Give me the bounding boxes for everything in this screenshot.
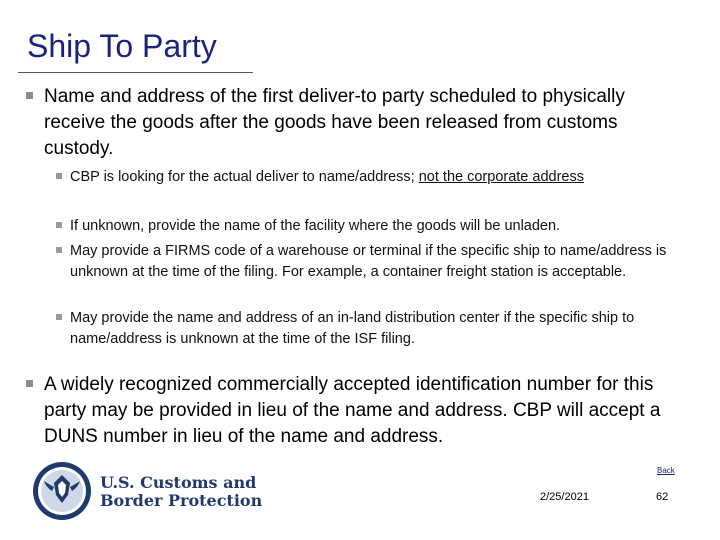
bullet-text: A widely recognized commercially accepted identification number for this party may be provided in lieu of the name and address. CBP will accept a DUNS number in lieu of the name and address. [44, 374, 661, 447]
slide-title: Ship To Party [27, 28, 217, 64]
underlined-phrase: not the corporate address [418, 169, 584, 185]
agency-wordmark [100, 474, 262, 510]
back-link[interactable]: Back [657, 466, 675, 475]
bullet-item [26, 84, 666, 162]
sub-bullet-marker [56, 222, 62, 228]
sub-bullet-prefix: CBP is looking for the actual deliver to name/address; [70, 169, 419, 185]
slide-date: 2/25/2021 [540, 491, 589, 503]
agency-name-line2: Border Protection [100, 491, 263, 510]
sub-bullet-marker [56, 247, 62, 253]
page-number: 62 [656, 491, 669, 503]
sub-bullet-marker [56, 314, 62, 320]
bullet-marker [26, 92, 33, 99]
sub-bullet-item [56, 308, 676, 349]
sub-bullet-item [56, 241, 676, 282]
bullet-item [26, 372, 666, 450]
agency-name-line1: U.S. Customs and [100, 473, 257, 492]
dhs-seal-icon [32, 461, 92, 521]
bullet-marker [26, 380, 33, 387]
title-underline [18, 72, 253, 73]
sub-bullet-text: May provide a FIRMS code of a warehouse or terminal if the specific ship to name/address is unknown at the time of the filing. For example, a container freight station is acceptable. [70, 243, 667, 280]
sub-bullet-marker [56, 173, 62, 179]
bullet-text: Name and address of the first deliver-to party scheduled to physically receive the goods after the goods have been released from customs custody. [44, 86, 625, 159]
sub-bullet-text: If unknown, provide the name of the facility where the goods will be unladen. [70, 218, 561, 234]
sub-bullet-item [56, 167, 676, 188]
sub-bullet-text: May provide the name and address of an in-land distribution center if the specific ship to name/address is unknown at the time of the ISF filing. [70, 310, 635, 347]
sub-bullet-item [56, 216, 676, 237]
sub-bullet-text [70, 167, 676, 188]
